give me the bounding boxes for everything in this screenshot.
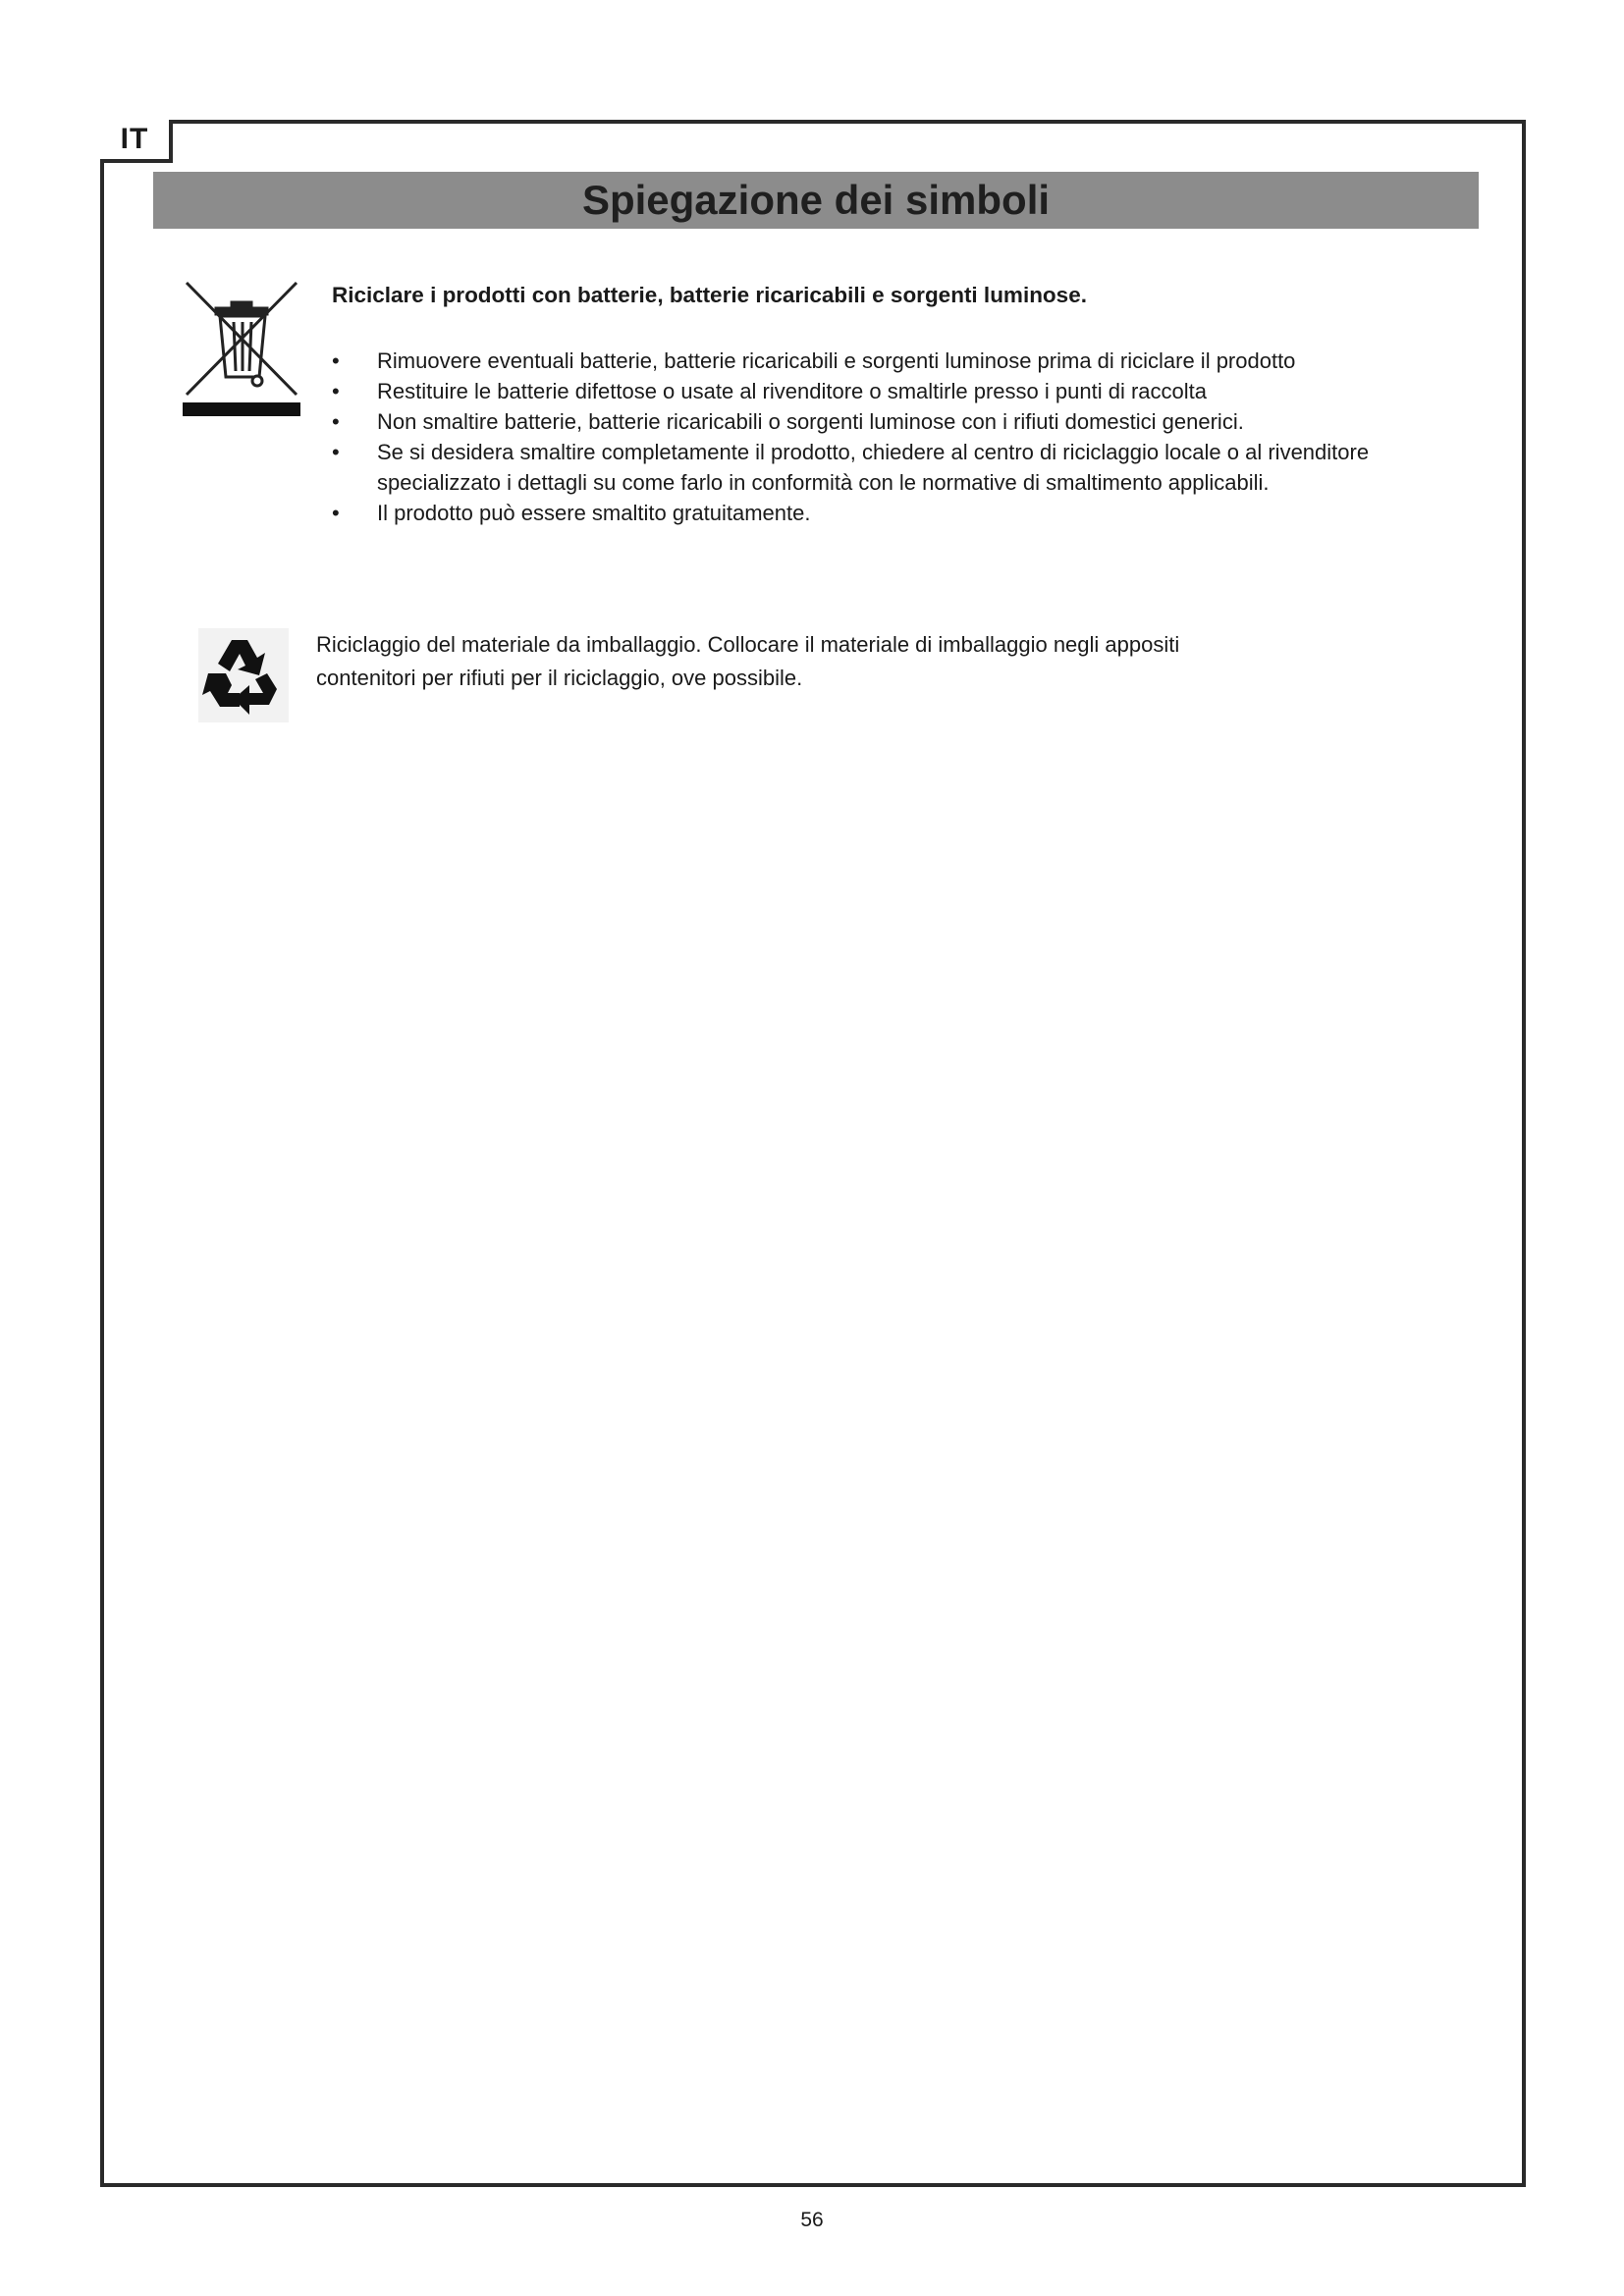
bullet-item: • Non smaltire batterie, batterie ricaricabili o sorgenti luminose con i rifiuti domestici generici. — [332, 406, 1382, 437]
bullet-item: • Il prodotto può essere smaltito gratuitamente. — [332, 498, 1382, 528]
bullet-item: • Rimuovere eventuali batterie, batterie ricaricabili e sorgenti luminose prima di riciclare il prodotto — [332, 346, 1382, 376]
weee-heading: Riciclare i prodotti con batterie, batterie ricaricabili e sorgenti luminose. — [332, 283, 1087, 307]
bullet-item: • Se si desidera smaltire completamente il prodotto, chiedere al centro di riciclaggio locale o al rivenditore specializzato i dettagli su come farlo in conformità con le normative di smaltimento applicabili. — [332, 437, 1382, 498]
page-number: 56 — [800, 2209, 824, 2231]
bullet-item: • Restituire le batterie difettose o usate al rivenditore o smaltirle presso i punti di raccolta — [332, 376, 1382, 406]
page-title: Spiegazione dei simboli — [581, 177, 1051, 223]
recycle-icon — [198, 628, 289, 722]
crossed-out-wheelie-bin-icon — [183, 279, 300, 418]
weee-bullet-list — [332, 346, 1382, 528]
title-bar — [153, 172, 1479, 229]
language-tab: IT — [100, 120, 173, 163]
recycling-text: Riciclaggio del materiale da imballaggio. Collocare il materiale di imballaggio negli appositi contenitori per rifiuti per il riciclaggio, ove possibile. — [316, 632, 1180, 690]
